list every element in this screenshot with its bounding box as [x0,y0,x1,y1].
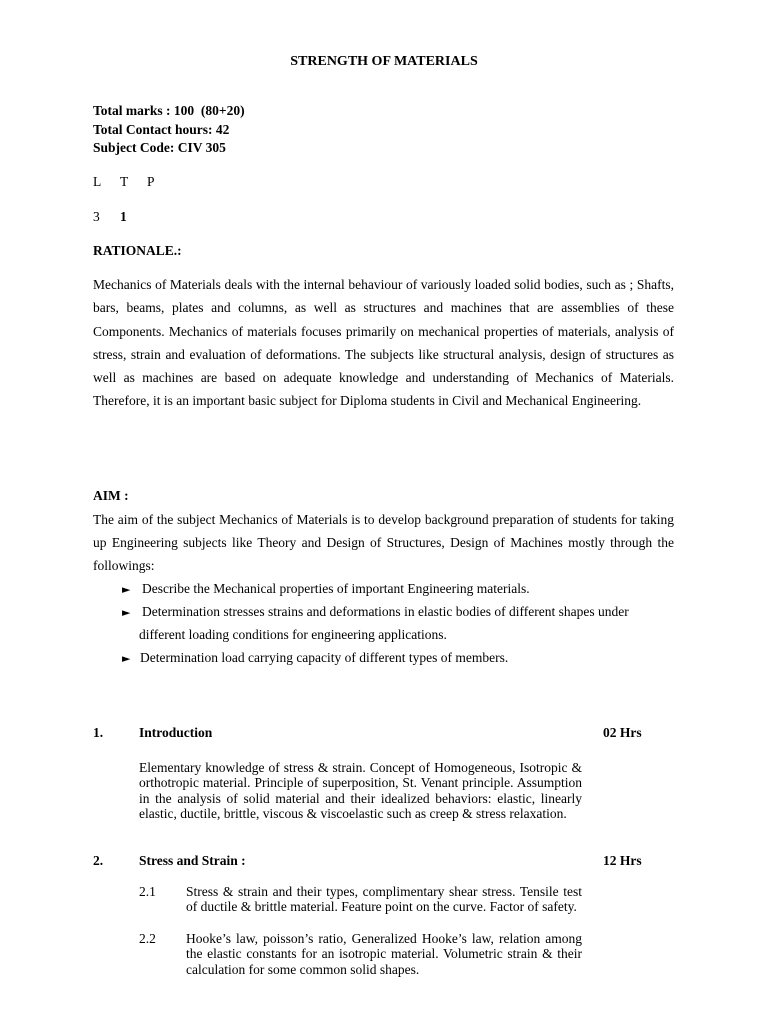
bullet-arrow-icon: ► [122,606,131,619]
aim-bullet-text: Determination stresses strains and deformations in elastic bodies of different shapes under [142,604,629,619]
aim-bullet-3 [122,646,508,670]
ltp-header-l: L [93,174,102,189]
course-meta [93,102,245,158]
aim-paragraph: The aim of the subject Mechanics of Materials is to develop background preparation of students for taking up Engineering subjects like Theory and Design of Structures, Design of Machines mostly through the followings: [93,512,674,573]
subtopic-2-2-number: 2.2 [139,931,156,946]
topic-2-title: Stress and Strain : [139,853,246,868]
aim-bullet-2-continued: different loading conditions for engineering applications. [139,627,447,642]
topic-1-number: 1. [93,725,104,740]
aim-bullet-text: Describe the Mechanical properties of important Engineering materials. [142,581,530,596]
bullet-arrow-icon: ► [122,652,131,665]
aim-bullet-1 [122,577,530,601]
bullet-arrow-icon: ► [122,583,131,596]
document-title: STRENGTH OF MATERIALS [290,54,478,69]
ltp-values-row [93,209,147,225]
ltp-value-t: 1 [120,209,127,224]
topic-1-body: Elementary knowledge of stress & strain. Concept of Homogeneous, Isotropic & orthotropic material. Principle of superposition, St. Venant principle. Assumption in the analysis of solid material and their idealized behaviors: elastic, linearly elastic, ductile, brittle, viscous & viscoelastic such as creep & stress relaxation. [139,760,582,821]
aim-heading: AIM : [93,488,129,503]
subtopic-2-1-number: 2.1 [139,884,156,899]
aim-bullet-text: Determination load carrying capacity of different types of members. [140,650,509,665]
contact-hours: Total Contact hours: 42 [93,121,230,137]
topic-2-number: 2. [93,853,104,868]
ltp-header-row [93,174,174,190]
ltp-value-l: 3 [93,209,100,224]
subtopic-2-1-text: Stress & strain and their types, complimentary shear stress. Tensile test of ductile & brittle material. Feature point on the curve. Factor of safety. [186,884,582,915]
ltp-header-p: P [147,174,155,189]
subject-code: Subject Code: CIV 305 [93,140,226,155]
aim-bullet-2 [122,600,629,624]
total-marks: Total marks : 100 (80+20) [93,103,245,118]
topic-1-title: Introduction [139,725,213,740]
rationale-paragraph: Mechanics of Materials deals with the internal behaviour of variously loaded solid bodies, such as ; Shafts, bars, beams, plates and columns, as well as structures and machines that are assemblies of these Components. Mechanics of materials focuses primarily on mechanical properties of materials, analysis of stress, strain and evaluation of deformations. The subjects like structural analysis, design of structures as well as machines are based on adequate knowledge and understanding of Mechanics of Materials. Therefore, it is an important basic subject for Diploma students in Civil and Mechanical Engineering. [93,277,674,409]
ltp-header-t: T [120,174,129,189]
topic-1-hours: 02 Hrs [603,725,642,740]
topic-2-hours: 12 Hrs [603,853,642,868]
subtopic-2-2-text: Hooke’s law, poisson’s ratio, Generalized Hooke’s law, relation among the elastic constants for an isotropic material. Volumetric strain & their calculation for some common solid shapes. [186,931,582,977]
rationale-heading: RATIONALE.: [93,243,182,258]
